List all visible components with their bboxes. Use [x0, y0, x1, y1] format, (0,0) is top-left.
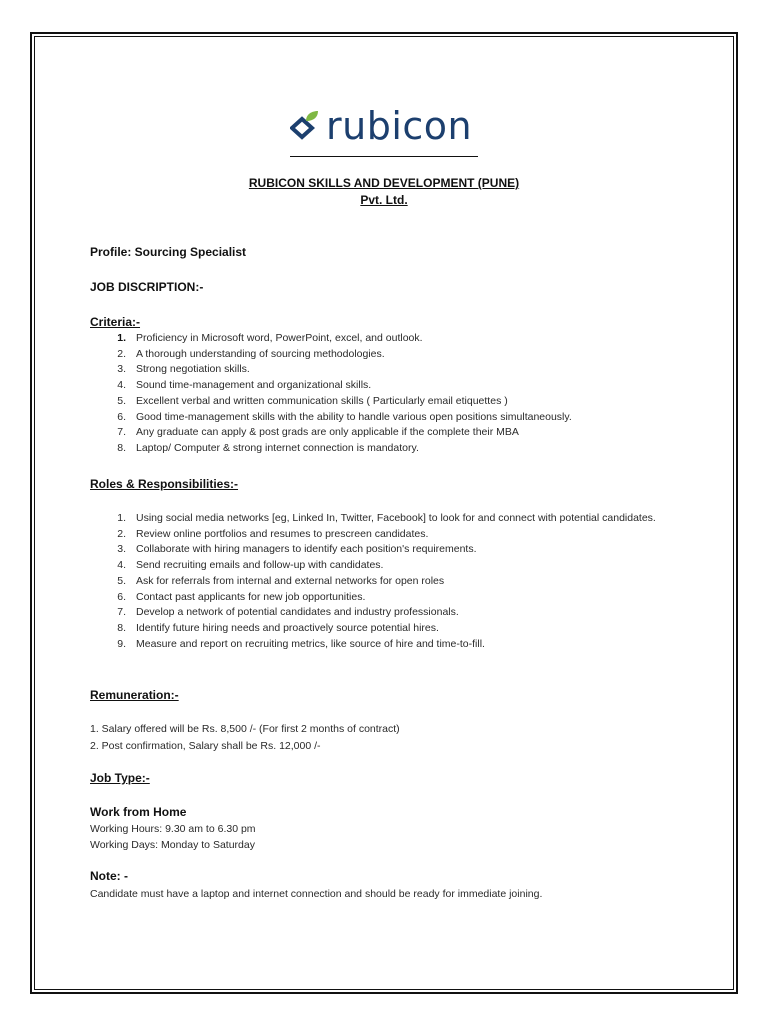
list-item: [110, 425, 670, 441]
job-description-heading: JOB DISCRIPTION:-: [90, 280, 204, 294]
list-item: [110, 527, 670, 543]
list-item-number: 7.: [117, 426, 126, 439]
criteria-list: [110, 331, 670, 457]
list-item: [110, 621, 670, 637]
company-name: RUBICON SKILLS AND DEVELOPMENT (PUNE): [248, 176, 520, 190]
list-item-text: Contact past applicants for new job opportunities.: [136, 590, 366, 603]
list-item-text: Review online portfolios and resumes to prescreen candidates.: [136, 527, 429, 540]
list-item-text: Collaborate with hiring managers to identify each position's requirements.: [136, 543, 477, 556]
list-item: [110, 511, 670, 527]
logo-wordmark: rubicon: [326, 104, 473, 148]
working-hours: Working Hours: 9.30 am to 6.30 pm: [90, 823, 256, 835]
list-item-text: Ask for referrals from internal and external networks for open roles: [136, 574, 445, 587]
list-item-number: 4.: [117, 559, 126, 572]
list-item: [110, 590, 670, 606]
list-item-text: Send recruiting emails and follow-up with candidates.: [136, 559, 384, 572]
note-heading: Note: -: [90, 869, 128, 883]
list-item: [110, 410, 670, 426]
list-item-number: 2.: [117, 347, 126, 360]
roles-heading: Roles & Responsibilities:-: [90, 477, 239, 491]
list-item: [110, 331, 670, 347]
roles-list: [110, 511, 670, 652]
list-item-number: 3.: [117, 363, 126, 376]
list-item: [110, 394, 670, 410]
criteria-heading: Criteria:-: [90, 315, 141, 329]
list-item-number: 8.: [117, 621, 126, 634]
list-item-number: 2.: [117, 527, 126, 540]
list-item: [110, 605, 670, 621]
list-item-number: 4.: [117, 379, 126, 392]
list-item-number: 9.: [117, 637, 126, 650]
list-item-text: Measure and report on recruiting metrics, like source of hire and time-to-fill.: [136, 637, 485, 650]
list-item-number: 5.: [117, 394, 126, 407]
list-item-number: 6.: [117, 590, 126, 603]
list-item: [110, 558, 670, 574]
working-days: Working Days: Monday to Saturday: [90, 839, 255, 851]
list-item-text: Excellent verbal and written communication skills ( Particularly email etiquettes ): [136, 394, 508, 407]
list-item-number: 3.: [117, 543, 126, 556]
work-mode: Work from Home: [90, 805, 187, 819]
note-text: Candidate must have a laptop and internet connection and should be ready for immediate joining.: [90, 888, 543, 900]
list-item-number: 7.: [117, 606, 126, 619]
list-item-number: 1.: [117, 332, 126, 344]
list-item: [110, 637, 670, 653]
list-item: [110, 378, 670, 394]
list-item-number: 5.: [117, 574, 126, 587]
list-item-text: Sound time-management and organizational skills.: [136, 379, 372, 392]
profile-heading: Profile: Sourcing Specialist: [90, 245, 247, 259]
list-item-text: Good time-management skills with the ability to handle various open positions simultaneously.: [136, 410, 572, 423]
diamond-leaf-icon: [290, 110, 322, 142]
list-item: [110, 347, 670, 363]
list-item: [110, 574, 670, 590]
list-item-text: Strong negotiation skills.: [136, 363, 250, 376]
list-item-number: 6.: [117, 410, 126, 423]
list-item-number: 8.: [117, 441, 126, 454]
list-item-text: A thorough understanding of sourcing methodologies.: [136, 347, 385, 360]
list-item: [110, 362, 670, 378]
logo-divider: [290, 156, 478, 157]
list-item-text: Develop a network of potential candidates and industry professionals.: [136, 606, 459, 619]
list-item-text: Using social media networks [eg, Linked In, Twitter, Facebook] to look for and connect with potential candidates.: [136, 512, 656, 524]
list-item-text: Identify future hiring needs and proactively source potential hires.: [136, 621, 439, 634]
rubicon-logo: [290, 104, 478, 158]
list-item-text: Any graduate can apply & post grads are only applicable if the complete their MBA: [136, 426, 519, 439]
job-type-heading: Job Type:-: [90, 771, 150, 785]
list-item: [110, 542, 670, 558]
list-item-text: Proficiency in Microsoft word, PowerPoint, excel, and outlook.: [136, 332, 423, 344]
list-item: [110, 441, 670, 457]
company-suffix: Pvt. Ltd.: [360, 193, 408, 207]
list-item-number: 1.: [117, 512, 126, 524]
salary-line-1: 1. Salary offered will be Rs. 8,500 /- (For first 2 months of contract): [90, 723, 400, 735]
remuneration-heading: Remuneration:-: [90, 688, 179, 702]
salary-line-2: 2. Post confirmation, Salary shall be Rs. 12,000 /-: [90, 740, 321, 752]
list-item-text: Laptop/ Computer & strong internet connection is mandatory.: [136, 441, 419, 454]
